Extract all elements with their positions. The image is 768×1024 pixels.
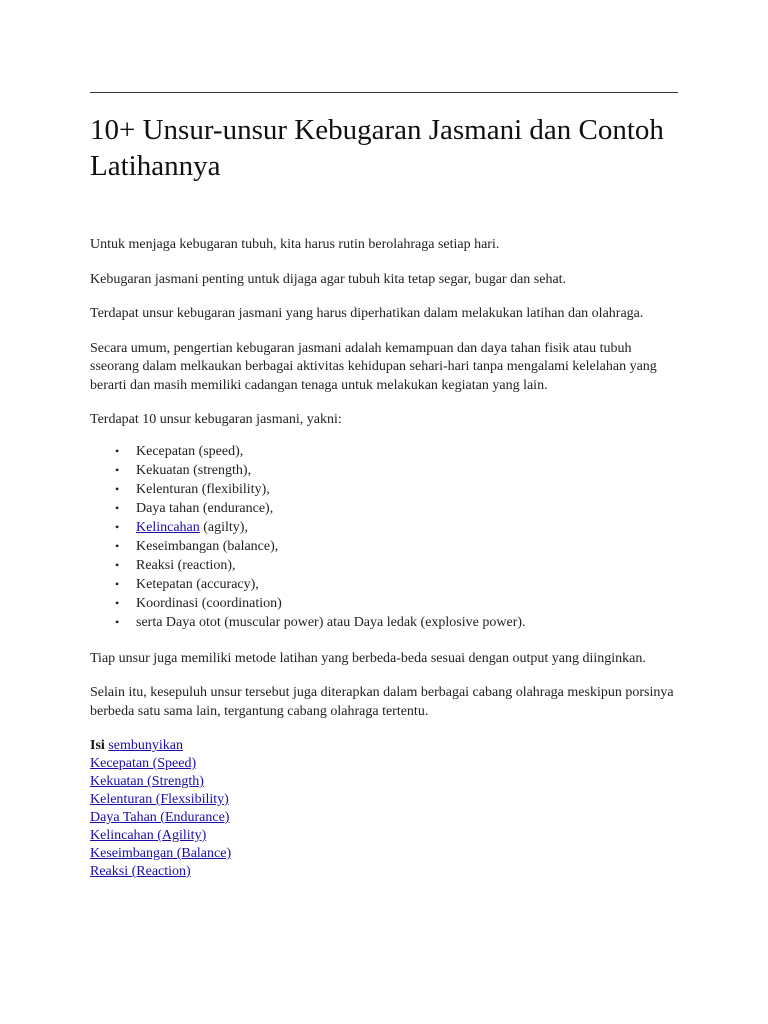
list-item xyxy=(115,537,680,556)
list-item-text: Kelenturan (flexibility), xyxy=(136,481,270,497)
list-item-text: Kekuatan (strength), xyxy=(136,462,252,478)
list-item-text: Ketepatan (accuracy), xyxy=(136,576,259,592)
toc-item-endurance[interactable]: Daya Tahan (Endurance) xyxy=(90,810,230,825)
toc-item-speed[interactable]: Kecepatan (Speed) xyxy=(90,756,197,771)
bullet-icon: • xyxy=(115,481,120,496)
bullet-icon: • xyxy=(115,462,120,477)
paragraph-definition: Secara umum, pengertian kebugaran jasmani adalah kemampuan dan daya tahan fisik atau tubuh sseorang dalam melkaukan berbagai aktivitas kehidupan sehari-hari tanpa mengalami kelelahan yang berarti dan masih memiliki cadangan tenaga untuk melakukan kegiatan yang lain. xyxy=(90,340,657,393)
list-item xyxy=(115,480,680,499)
list-item-text: Keseimbangan (balance), xyxy=(136,538,279,554)
list-item xyxy=(115,461,680,480)
top-divider xyxy=(90,92,678,93)
list-item xyxy=(115,442,680,461)
article-body xyxy=(90,236,680,881)
list-item xyxy=(115,556,680,575)
kelincahan-link[interactable]: Kelincahan xyxy=(136,519,200,535)
list-item xyxy=(115,518,680,537)
bullet-icon: • xyxy=(115,500,120,515)
paragraph-elements: Terdapat unsur kebugaran jasmani yang harus diperhatikan dalam melakukan latihan dan olahraga. xyxy=(90,306,644,321)
list-item-text: Daya tahan (endurance), xyxy=(136,500,274,516)
paragraph-applications: Selain itu, kesepuluh unsur tersebut juga diterapkan dalam berbagai cabang olahraga meskipun porsinya berbeda satu sama lain, tergantung cabang olahraga tertentu. xyxy=(90,685,674,719)
bullet-icon: • xyxy=(115,576,120,591)
list-item xyxy=(115,575,680,594)
bullet-icon: • xyxy=(115,595,120,610)
bullet-icon: • xyxy=(115,519,120,534)
toc-label: Isi xyxy=(90,738,105,753)
list-item-text: Koordinasi (coordination) xyxy=(136,595,282,611)
toc-item-flexibility[interactable]: Kelenturan (Flexsibility) xyxy=(90,792,229,807)
bullet-icon: • xyxy=(115,614,120,629)
toc-hide-toggle[interactable]: sembunyikan xyxy=(108,738,183,753)
toc-item-strength[interactable]: Kekuatan (Strength) xyxy=(90,774,204,789)
list-item-text: serta Daya otot (muscular power) atau Daya ledak (explosive power). xyxy=(136,614,526,630)
list-item-text: Kecepatan (speed), xyxy=(136,443,244,459)
toc-item-balance[interactable]: Keseimbangan (Balance) xyxy=(90,846,232,861)
list-item xyxy=(115,613,680,632)
bullet-icon: • xyxy=(115,443,120,458)
paragraph-intro: Untuk menjaga kebugaran tubuh, kita harus rutin berolahraga setiap hari. xyxy=(90,237,500,252)
bullet-icon: • xyxy=(115,538,120,553)
bullet-icon: • xyxy=(115,557,120,572)
paragraph-list-intro: Terdapat 10 unsur kebugaran jasmani, yakni: xyxy=(90,412,342,427)
paragraph-methods: Tiap unsur juga memiliki metode latihan yang berbeda-beda sesuai dengan output yang diinginkan. xyxy=(90,650,646,666)
table-of-contents xyxy=(90,737,680,881)
page-title: 10+ Unsur-unsur Kebugaran Jasmani dan Contoh Latihannya xyxy=(90,114,664,182)
list-item xyxy=(115,594,680,613)
toc-header xyxy=(90,737,680,755)
paragraph-importance: Kebugaran jasmani penting untuk dijaga agar tubuh kita tetap segar, bugar dan sehat. xyxy=(90,271,567,287)
list-item-text: Reaksi (reaction), xyxy=(136,557,236,573)
toc-item-reaction[interactable]: Reaksi (Reaction) xyxy=(90,864,191,879)
elements-list xyxy=(90,442,680,632)
toc-item-agility[interactable]: Kelincahan (Agility) xyxy=(90,828,207,843)
list-item xyxy=(115,499,680,518)
list-item-text: (agilty), xyxy=(199,519,248,535)
